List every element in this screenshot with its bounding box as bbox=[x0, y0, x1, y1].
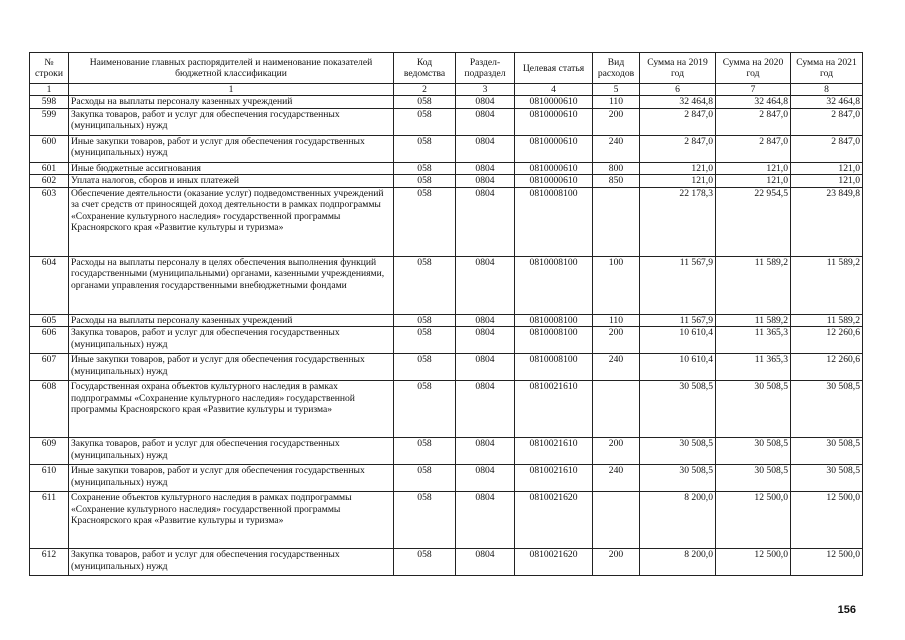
row-dept-code: 058 bbox=[394, 96, 456, 109]
row-section: 0804 bbox=[456, 135, 515, 162]
row-sum-2019: 8 200,0 bbox=[640, 549, 716, 576]
table-row bbox=[30, 96, 863, 109]
row-number: 609 bbox=[30, 438, 69, 465]
row-sum-2020: 11 589,2 bbox=[716, 256, 791, 314]
row-sum-2019: 30 508,5 bbox=[640, 381, 716, 438]
row-sum-2021: 32 464,8 bbox=[791, 96, 863, 109]
row-number: 599 bbox=[30, 108, 69, 135]
row-sum-2020: 121,0 bbox=[716, 162, 791, 175]
row-target: 0810000610 bbox=[515, 135, 593, 162]
row-sum-2021: 121,0 bbox=[791, 162, 863, 175]
row-name: Расходы на выплаты персоналу казенных учреждений bbox=[69, 96, 394, 109]
table-row bbox=[30, 108, 863, 135]
table-row bbox=[30, 381, 863, 438]
row-expense-type: 100 bbox=[593, 256, 640, 314]
row-name: Сохранение объектов культурного наследия в рамках подпрограммы «Сохранение культурного наследия» государственной программы Красноярского края «Развитие культуры и туризма» bbox=[69, 492, 394, 549]
row-target: 0810008100 bbox=[515, 327, 593, 354]
row-sum-2020: 32 464,8 bbox=[716, 96, 791, 109]
header-sum-2021: Сумма на 2021 год bbox=[791, 53, 863, 84]
row-section: 0804 bbox=[456, 438, 515, 465]
table-row bbox=[30, 354, 863, 381]
table-row bbox=[30, 135, 863, 162]
row-sum-2021: 11 589,2 bbox=[791, 314, 863, 327]
row-expense-type: 800 bbox=[593, 162, 640, 175]
row-dept-code: 058 bbox=[394, 549, 456, 576]
row-dept-code: 058 bbox=[394, 135, 456, 162]
row-section: 0804 bbox=[456, 465, 515, 492]
row-sum-2019: 30 508,5 bbox=[640, 438, 716, 465]
row-target: 0810000610 bbox=[515, 96, 593, 109]
column-number: 3 bbox=[456, 84, 515, 96]
header-section: Раздел-подраздел bbox=[456, 53, 515, 84]
row-sum-2019: 10 610,4 bbox=[640, 327, 716, 354]
row-number: 608 bbox=[30, 381, 69, 438]
row-sum-2021: 2 847,0 bbox=[791, 108, 863, 135]
row-sum-2020: 30 508,5 bbox=[716, 381, 791, 438]
row-target: 0810008100 bbox=[515, 354, 593, 381]
row-sum-2020: 11 365,3 bbox=[716, 327, 791, 354]
row-name: Иные закупки товаров, работ и услуг для обеспечения государственных (муниципальных) нужд bbox=[69, 135, 394, 162]
row-expense-type: 110 bbox=[593, 96, 640, 109]
row-section: 0804 bbox=[456, 187, 515, 256]
row-number: 610 bbox=[30, 465, 69, 492]
header-row bbox=[30, 53, 863, 84]
row-dept-code: 058 bbox=[394, 175, 456, 188]
row-sum-2019: 121,0 bbox=[640, 162, 716, 175]
row-dept-code: 058 bbox=[394, 381, 456, 438]
row-sum-2021: 12 260,6 bbox=[791, 327, 863, 354]
header-dept-code: Код ведомства bbox=[394, 53, 456, 84]
row-section: 0804 bbox=[456, 96, 515, 109]
row-sum-2021: 2 847,0 bbox=[791, 135, 863, 162]
row-sum-2021: 30 508,5 bbox=[791, 465, 863, 492]
row-sum-2019: 2 847,0 bbox=[640, 135, 716, 162]
row-section: 0804 bbox=[456, 381, 515, 438]
column-number: 6 bbox=[640, 84, 716, 96]
row-target: 0810000610 bbox=[515, 108, 593, 135]
table-row bbox=[30, 187, 863, 256]
row-expense-type: 200 bbox=[593, 438, 640, 465]
row-number: 606 bbox=[30, 327, 69, 354]
row-sum-2020: 22 954,5 bbox=[716, 187, 791, 256]
row-number: 602 bbox=[30, 175, 69, 188]
row-expense-type bbox=[593, 492, 640, 549]
row-sum-2019: 11 567,9 bbox=[640, 314, 716, 327]
row-number: 601 bbox=[30, 162, 69, 175]
row-sum-2019: 30 508,5 bbox=[640, 465, 716, 492]
row-dept-code: 058 bbox=[394, 108, 456, 135]
row-sum-2020: 11 589,2 bbox=[716, 314, 791, 327]
row-sum-2019: 10 610,4 bbox=[640, 354, 716, 381]
row-sum-2021: 12 260,6 bbox=[791, 354, 863, 381]
row-expense-type: 200 bbox=[593, 327, 640, 354]
row-expense-type: 240 bbox=[593, 465, 640, 492]
row-sum-2020: 12 500,0 bbox=[716, 492, 791, 549]
row-sum-2021: 11 589,2 bbox=[791, 256, 863, 314]
row-sum-2021: 30 508,5 bbox=[791, 381, 863, 438]
row-dept-code: 058 bbox=[394, 162, 456, 175]
row-section: 0804 bbox=[456, 175, 515, 188]
row-number: 605 bbox=[30, 314, 69, 327]
row-dept-code: 058 bbox=[394, 492, 456, 549]
budget-table bbox=[29, 52, 863, 576]
row-target: 0810021620 bbox=[515, 492, 593, 549]
row-sum-2019: 8 200,0 bbox=[640, 492, 716, 549]
header-expense-type: Вид расходов bbox=[593, 53, 640, 84]
table-row bbox=[30, 162, 863, 175]
row-name: Расходы на выплаты персоналу в целях обеспечения выполнения функций государственными (муниципальными) органами, казенными учреждениями, органами управления государственными внебюджетными фондами bbox=[69, 256, 394, 314]
table-row bbox=[30, 492, 863, 549]
row-section: 0804 bbox=[456, 108, 515, 135]
header-sum-2020: Сумма на 2020 год bbox=[716, 53, 791, 84]
row-number: 603 bbox=[30, 187, 69, 256]
row-target: 0810000610 bbox=[515, 162, 593, 175]
row-name: Иные бюджетные ассигнования bbox=[69, 162, 394, 175]
row-section: 0804 bbox=[456, 327, 515, 354]
row-sum-2020: 30 508,5 bbox=[716, 465, 791, 492]
header-sum-2019: Сумма на 2019 год bbox=[640, 53, 716, 84]
row-number: 612 bbox=[30, 549, 69, 576]
row-dept-code: 058 bbox=[394, 314, 456, 327]
row-expense-type: 200 bbox=[593, 108, 640, 135]
row-section: 0804 bbox=[456, 162, 515, 175]
row-target: 0810021620 bbox=[515, 549, 593, 576]
row-name: Государственная охрана объектов культурного наследия в рамках подпрограммы «Сохранение культурного наследия» государственной программы Красноярского края «Развитие культуры и туризма» bbox=[69, 381, 394, 438]
row-sum-2020: 2 847,0 bbox=[716, 135, 791, 162]
row-section: 0804 bbox=[456, 492, 515, 549]
row-sum-2020: 30 508,5 bbox=[716, 438, 791, 465]
row-name: Обеспечение деятельности (оказание услуг) подведомственных учреждений за счет средств от приносящей доход деятельности в рамках подпрограммы «Сохранение культурного наследия» государственной программы Красноярского края «Развитие культуры и туризма» bbox=[69, 187, 394, 256]
column-number: 4 bbox=[515, 84, 593, 96]
row-expense-type: 110 bbox=[593, 314, 640, 327]
column-number: 1 bbox=[30, 84, 69, 96]
header-name: Наименование главных распорядителей и наименование показателей бюджетной классификации bbox=[69, 53, 394, 84]
row-target: 0810021610 bbox=[515, 381, 593, 438]
row-sum-2020: 11 365,3 bbox=[716, 354, 791, 381]
row-sum-2019: 121,0 bbox=[640, 175, 716, 188]
row-sum-2020: 2 847,0 bbox=[716, 108, 791, 135]
row-sum-2021: 23 849,8 bbox=[791, 187, 863, 256]
row-expense-type bbox=[593, 187, 640, 256]
column-number: 1 bbox=[69, 84, 394, 96]
table-row bbox=[30, 549, 863, 576]
row-sum-2019: 32 464,8 bbox=[640, 96, 716, 109]
table-row bbox=[30, 327, 863, 354]
row-name: Иные закупки товаров, работ и услуг для обеспечения государственных (муниципальных) нужд bbox=[69, 465, 394, 492]
table-row bbox=[30, 438, 863, 465]
row-target: 0810008100 bbox=[515, 256, 593, 314]
row-name: Уплата налогов, сборов и иных платежей bbox=[69, 175, 394, 188]
table-row bbox=[30, 256, 863, 314]
column-number: 2 bbox=[394, 84, 456, 96]
row-target: 0810008100 bbox=[515, 187, 593, 256]
row-name: Иные закупки товаров, работ и услуг для обеспечения государственных (муниципальных) нужд bbox=[69, 354, 394, 381]
row-section: 0804 bbox=[456, 314, 515, 327]
row-sum-2021: 30 508,5 bbox=[791, 438, 863, 465]
row-dept-code: 058 bbox=[394, 187, 456, 256]
row-sum-2019: 22 178,3 bbox=[640, 187, 716, 256]
row-expense-type: 850 bbox=[593, 175, 640, 188]
column-number: 8 bbox=[791, 84, 863, 96]
row-sum-2019: 11 567,9 bbox=[640, 256, 716, 314]
page-number: 156 bbox=[837, 604, 856, 616]
row-dept-code: 058 bbox=[394, 256, 456, 314]
row-number: 598 bbox=[30, 96, 69, 109]
row-sum-2021: 12 500,0 bbox=[791, 492, 863, 549]
row-number: 600 bbox=[30, 135, 69, 162]
row-number: 607 bbox=[30, 354, 69, 381]
row-sum-2019: 2 847,0 bbox=[640, 108, 716, 135]
column-number: 7 bbox=[716, 84, 791, 96]
row-target: 0810000610 bbox=[515, 175, 593, 188]
row-dept-code: 058 bbox=[394, 354, 456, 381]
row-name: Закупка товаров, работ и услуг для обеспечения государственных (муниципальных) нужд bbox=[69, 549, 394, 576]
row-expense-type: 240 bbox=[593, 135, 640, 162]
header-row-no: № строки bbox=[30, 53, 69, 84]
row-sum-2020: 121,0 bbox=[716, 175, 791, 188]
row-target: 0810021610 bbox=[515, 438, 593, 465]
row-sum-2021: 12 500,0 bbox=[791, 549, 863, 576]
row-dept-code: 058 bbox=[394, 465, 456, 492]
row-dept-code: 058 bbox=[394, 327, 456, 354]
row-expense-type: 240 bbox=[593, 354, 640, 381]
row-section: 0804 bbox=[456, 256, 515, 314]
row-section: 0804 bbox=[456, 354, 515, 381]
row-expense-type bbox=[593, 381, 640, 438]
row-name: Закупка товаров, работ и услуг для обеспечения государственных (муниципальных) нужд bbox=[69, 438, 394, 465]
row-name: Закупка товаров, работ и услуг для обеспечения государственных (муниципальных) нужд bbox=[69, 327, 394, 354]
row-dept-code: 058 bbox=[394, 438, 456, 465]
row-sum-2021: 121,0 bbox=[791, 175, 863, 188]
row-target: 0810021610 bbox=[515, 465, 593, 492]
table-row bbox=[30, 175, 863, 188]
column-number: 5 bbox=[593, 84, 640, 96]
row-name: Расходы на выплаты персоналу казенных учреждений bbox=[69, 314, 394, 327]
row-name: Закупка товаров, работ и услуг для обеспечения государственных (муниципальных) нужд bbox=[69, 108, 394, 135]
row-target: 0810008100 bbox=[515, 314, 593, 327]
column-number-row bbox=[30, 84, 863, 96]
table-row bbox=[30, 465, 863, 492]
header-target: Целевая статья bbox=[515, 53, 593, 84]
row-expense-type: 200 bbox=[593, 549, 640, 576]
row-number: 611 bbox=[30, 492, 69, 549]
table-row bbox=[30, 314, 863, 327]
row-number: 604 bbox=[30, 256, 69, 314]
row-sum-2020: 12 500,0 bbox=[716, 549, 791, 576]
row-section: 0804 bbox=[456, 549, 515, 576]
